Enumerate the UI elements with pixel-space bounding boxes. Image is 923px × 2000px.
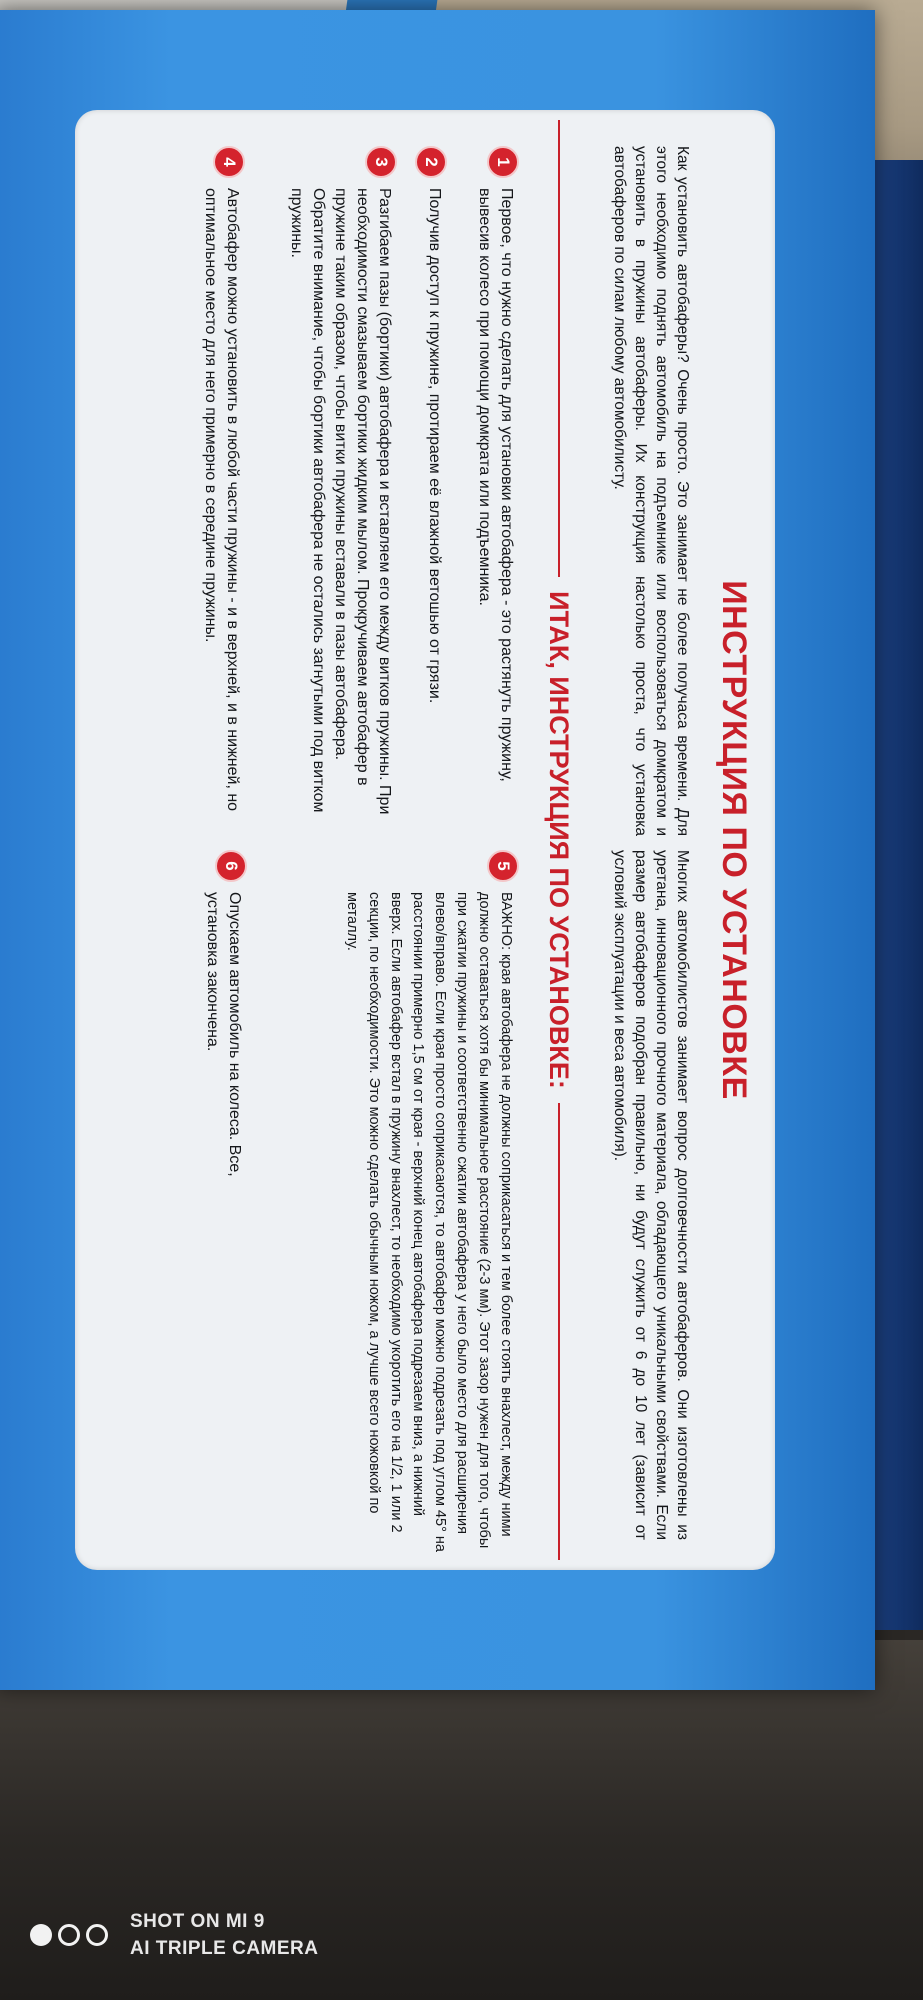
step-text: Автобафер можно установить в любой части пружины - и в верхней, и в нижней, но оптимальное место для него примерно в середине пружины. — [202, 188, 241, 812]
step-1 — [473, 146, 517, 828]
intro-right: Многих автомобилистов занимает вопрос долговечности автобаферов. Они изготовлены из уретана, инновационного прочного материала, обладающего уникальными свойствами. Если размер автобаферов подобран правильно, ни будут служить от 6 до 10 лет (зависит от условий эксплуатации и веса автомобиля). — [611, 850, 691, 1540]
instruction-subtitle: ИТАК, ИНСТРУКЦИЯ ПО УСТАНОВКЕ: — [544, 591, 575, 1089]
divider-left — [558, 120, 560, 577]
step-text: Разгибаем пазы (бортики) автобафера и вставляем его между витков пружины. При необходимости смазываем бортики жидким мылом. Прокручиваем автобафер в пружине таким образом, чтобы витки пружины вставали в пазы автобафера. Обратите внимание, чтобы бортики автобафера не остались загнутыми под витком пружины. — [288, 188, 393, 815]
step-3 — [285, 146, 395, 828]
instruction-title: ИНСТРУКЦИЯ ПО УСТАНОВКЕ — [715, 580, 753, 1100]
step-5 — [341, 850, 517, 1562]
step-number: 1 — [487, 146, 519, 178]
subtitle-row — [539, 120, 579, 1560]
step-6 — [201, 850, 245, 1232]
step-number: 5 — [487, 850, 519, 882]
step-number: 4 — [213, 146, 245, 178]
step-number: 6 — [215, 850, 247, 882]
camera-dots-icon — [30, 1924, 114, 1946]
instruction-panel — [75, 110, 775, 1570]
step-number: 2 — [415, 146, 447, 178]
instruction-box — [0, 10, 875, 1690]
step-2 — [415, 146, 445, 828]
watermark-line-2: AI TRIPLE CAMERA — [130, 1938, 319, 1959]
watermark-text — [130, 1908, 319, 1962]
step-text: ВАЖНО: края автобафера не должны соприкасаться и тем более стоять внахлест, между ними должно оставаться хотя бы минимальное расстояние (2-3 мм). Этот зазор нужен для того, чтобы при сжатии пружины и соответственно сжатии автобафера у него было место для расширения влево/вправо. Если края просто соприкасаются, то автобафер можно подрезать под углом 45° на расстоянии примерно 1,5 см от края - верхний конец автобафера подрезаем вниз, а нижний вверх. Если автобафер встал в пружину внахлест, то необходимо укоротить его на 1/2, 1 или 2 секции, по необходимости. Это можно сделать обычным ножом, а лучше всего ножовкой по металлу. — [344, 892, 514, 1552]
step-number: 3 — [365, 146, 397, 178]
divider-right — [558, 1103, 560, 1560]
step-text: Получив доступ к пружине, протираем её влажной ветошью от грязи. — [426, 188, 443, 704]
camera-watermark — [30, 1908, 319, 1962]
intro-left: Как установить автобаферы? Очень просто. Это занимает не более получаса времени. Для этого необходимо поднять автомобиль на подъемнике или воспользоваться домкратом и установить в пружины автобаферы. Их конструкция настолько проста, что установка автобаферов по силам любому автомобилисту. — [611, 146, 691, 836]
step-text: Первое, что нужно сделать для установки автобафера - это растянуть пружину, вывесив колесо при помощи домкрата или подъемника. — [476, 188, 515, 782]
watermark-line-1: SHOT ON MI 9 — [130, 1911, 265, 1932]
step-text: Опускаем автомобиль на колеса. Все, установка закончена. — [204, 892, 243, 1177]
step-4 — [199, 146, 243, 828]
